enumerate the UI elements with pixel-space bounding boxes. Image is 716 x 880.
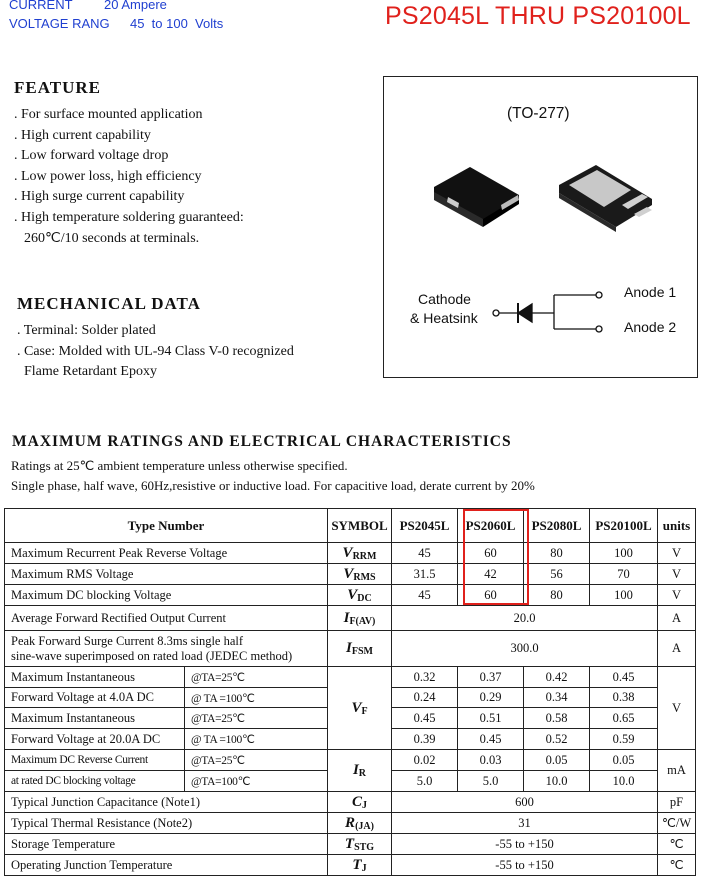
value-cell: 60 [458, 585, 524, 606]
col-header-type: Type Number [5, 509, 328, 543]
value-cell: 0.45 [458, 729, 524, 750]
symbol-sub: J [362, 799, 367, 811]
cathode-label: Cathode [418, 291, 471, 307]
mechanical-heading: MECHANICAL DATA [17, 294, 201, 313]
value-cell: 0.65 [590, 708, 658, 729]
ratings-table [4, 508, 696, 876]
table-row [5, 667, 696, 688]
symbol-cell [328, 667, 392, 750]
current-label: CURRENT [9, 0, 73, 12]
value-cell: 45 [392, 543, 458, 564]
value-cell: 0.05 [524, 750, 590, 771]
condition-cell: @TA=25℃ [185, 708, 328, 729]
list-item: . Low power loss, high efficiency [14, 168, 202, 184]
value-cell: 0.03 [458, 750, 524, 771]
symbol-cell [328, 750, 392, 792]
feature-heading: FEATURE [14, 78, 101, 97]
unit-cell: V [658, 585, 696, 606]
col-header-ps2080l: PS2080L [524, 509, 590, 543]
symbol-letter: I [346, 640, 352, 656]
value-cell: 70 [590, 564, 658, 585]
condition-cell: @ TA =100℃ [185, 729, 328, 750]
table-header-row [5, 509, 696, 543]
heatsink-label: & Heatsink [410, 310, 478, 326]
table-row [5, 792, 696, 813]
param-cell: Storage Temperature [5, 834, 328, 855]
value-cell: 42 [458, 564, 524, 585]
param-cell: Typical Thermal Resistance (Note2) [5, 813, 328, 834]
symbol-letter: R [345, 814, 356, 831]
symbol-cell [328, 631, 392, 667]
symbol-cell [328, 543, 392, 564]
value-cell: 31 [392, 813, 658, 834]
unit-cell: A [658, 631, 696, 667]
param-cell: Operating Junction Temperature [5, 855, 328, 876]
package-name: (TO-277) [507, 105, 570, 122]
list-item: . High temperature soldering guaranteed: [14, 209, 244, 225]
symbol-sub: F(AV) [349, 615, 376, 627]
param-cell: Maximum DC Reverse Current [5, 750, 185, 771]
value-cell: 0.05 [590, 750, 658, 771]
param-cell: Maximum DC blocking Voltage [5, 585, 328, 606]
voltage-label: VOLTAGE RANG [9, 16, 110, 31]
symbol-cell [328, 606, 392, 631]
list-item: . Terminal: Solder plated [17, 323, 156, 338]
symbol-cell [328, 792, 392, 813]
feature-list [14, 105, 244, 249]
list-item: . High current capability [14, 127, 151, 143]
param-cell: Maximum Instantaneous [5, 667, 185, 688]
symbol-sub: STG [354, 841, 375, 853]
symbol-sub: RRM [352, 550, 377, 562]
table-row [5, 855, 696, 876]
param-cell [5, 631, 328, 667]
symbol-letter: V [351, 699, 362, 716]
list-item-continuation: 260℃/10 seconds at terminals. [24, 230, 200, 246]
condition-cell: @TA=25℃ [185, 750, 328, 771]
symbol-sub: F [361, 705, 368, 717]
value-cell: 0.59 [590, 729, 658, 750]
value-cell: 45 [392, 585, 458, 606]
symbol-letter: I [352, 762, 359, 778]
value-cell: 56 [524, 564, 590, 585]
unit-cell: A [658, 606, 696, 631]
mechanical-list [17, 321, 294, 383]
value-cell: 5.0 [392, 771, 458, 792]
value-cell: 0.32 [392, 667, 458, 688]
table-row [5, 750, 696, 771]
table-row [5, 631, 696, 667]
condition-cell: @ TA =100℃ [185, 688, 328, 708]
col-header-ps20100l: PS20100L [590, 509, 658, 543]
symbol-letter: C [351, 793, 362, 810]
value-cell: 0.02 [392, 750, 458, 771]
unit-cell: ℃/W [658, 813, 696, 834]
param-cell: Maximum Recurrent Peak Reverse Voltage [5, 543, 328, 564]
unit-cell: V [658, 564, 696, 585]
package-bottom-view [559, 165, 652, 232]
unit-cell: ℃ [658, 855, 696, 876]
symbol-cell [328, 564, 392, 585]
value-cell: -55 to +150 [392, 834, 658, 855]
value-cell: 0.37 [458, 667, 524, 688]
param-cell: Maximum RMS Voltage [5, 564, 328, 585]
list-item: . Case: Molded with UL-94 Class V-0 recognized [17, 343, 294, 359]
symbol-letter: T [352, 856, 362, 873]
unit-cell: pF [658, 792, 696, 813]
table-row [5, 543, 696, 564]
diode-schematic [493, 292, 602, 332]
ps2060l-highlight-box [463, 509, 529, 605]
col-header-ps2060l: PS2060L [458, 509, 524, 543]
symbol-letter: V [347, 586, 358, 603]
symbol-letter: V [343, 565, 354, 582]
param-cell: Maximum Instantaneous [5, 708, 185, 729]
unit-cell: V [658, 543, 696, 564]
table-row [5, 813, 696, 834]
table-row [5, 585, 696, 606]
anode2-label: Anode 2 [624, 319, 677, 335]
value-cell: 20.0 [392, 606, 658, 631]
symbol-sub: DC [357, 592, 372, 604]
value-cell: 300.0 [392, 631, 658, 667]
package-top-view [434, 167, 519, 227]
symbol-cell [328, 813, 392, 834]
col-header-ps2045l: PS2045L [392, 509, 458, 543]
col-header-units: units [658, 509, 696, 543]
condition-cell: @TA=100℃ [185, 771, 328, 792]
package-diagram [383, 76, 698, 378]
symbol-cell [328, 855, 392, 876]
ratings-heading: MAXIMUM RATINGS AND ELECTRICAL CHARACTERISTICS [12, 433, 512, 450]
value-cell: 0.45 [590, 667, 658, 688]
value-cell: 0.52 [524, 729, 590, 750]
value-cell: 80 [524, 543, 590, 564]
list-item: . High surge current capability [14, 189, 185, 205]
unit-cell: mA [658, 750, 696, 792]
value-cell: 10.0 [524, 771, 590, 792]
symbol-letter: V [342, 544, 353, 561]
ratings-note: Ratings at 25℃ ambient temperature unless otherwise specified. [11, 458, 348, 473]
param-cell: Forward Voltage at 20.0A DC [5, 729, 185, 750]
param-cell: Typical Junction Capacitance (Note1) [5, 792, 328, 813]
param-cell: at rated DC blocking voltage [5, 771, 185, 792]
symbol-cell [328, 585, 392, 606]
value-cell: 0.58 [524, 708, 590, 729]
value-cell: 31.5 [392, 564, 458, 585]
unit-cell: ℃ [658, 834, 696, 855]
value-cell: 0.45 [392, 708, 458, 729]
param-cell: Average Forward Rectified Output Current [5, 606, 328, 631]
symbol-sub: R [358, 768, 367, 779]
list-item: . Low forward voltage drop [14, 148, 169, 164]
current-value: 20 Ampere [104, 0, 167, 12]
symbol-letter: T [344, 835, 355, 852]
value-cell: 80 [524, 585, 590, 606]
list-item: . For surface mounted application [14, 107, 203, 122]
value-cell: 0.42 [524, 667, 590, 688]
param-line: sine-wave superimposed on rated load (JEDEC method) [11, 648, 293, 663]
symbol-sub: (JA) [355, 820, 374, 832]
value-cell: 0.51 [458, 708, 524, 729]
unit-cell: V [658, 667, 696, 750]
value-cell: 0.34 [524, 688, 590, 708]
condition-cell: @TA=25℃ [185, 667, 328, 688]
table-row [5, 564, 696, 585]
ratings-note: Single phase, half wave, 60Hz,resistive or inductive load. For capacitive load, derate current by 20% [11, 478, 535, 493]
param-cell: Forward Voltage at 4.0A DC [5, 688, 185, 708]
value-cell: -55 to +150 [392, 855, 658, 876]
value-cell: 5.0 [458, 771, 524, 792]
value-cell: 100 [590, 543, 658, 564]
value-cell: 600 [392, 792, 658, 813]
value-cell: 0.29 [458, 688, 524, 708]
symbol-sub: J [361, 862, 367, 874]
symbol-letter: I [343, 609, 350, 626]
value-cell: 60 [458, 543, 524, 564]
anode1-label: Anode 1 [624, 284, 677, 300]
table-row [5, 606, 696, 631]
symbol-sub: FSM [351, 646, 373, 657]
page-title: PS2045L THRU PS20100L [385, 2, 691, 30]
param-line: Peak Forward Surge Current 8.3ms single half [11, 633, 244, 648]
value-cell: 0.38 [590, 688, 658, 708]
list-item-continuation: Flame Retardant Epoxy [24, 364, 157, 380]
voltage-value: 45 to 100 Volts [130, 16, 224, 31]
symbol-sub: RMS [353, 571, 376, 583]
value-cell: 10.0 [590, 771, 658, 792]
value-cell: 0.39 [392, 729, 458, 750]
col-header-symbol: SYMBOL [328, 509, 392, 543]
table-row [5, 834, 696, 855]
symbol-cell [328, 834, 392, 855]
value-cell: 0.24 [392, 688, 458, 708]
value-cell: 100 [590, 585, 658, 606]
